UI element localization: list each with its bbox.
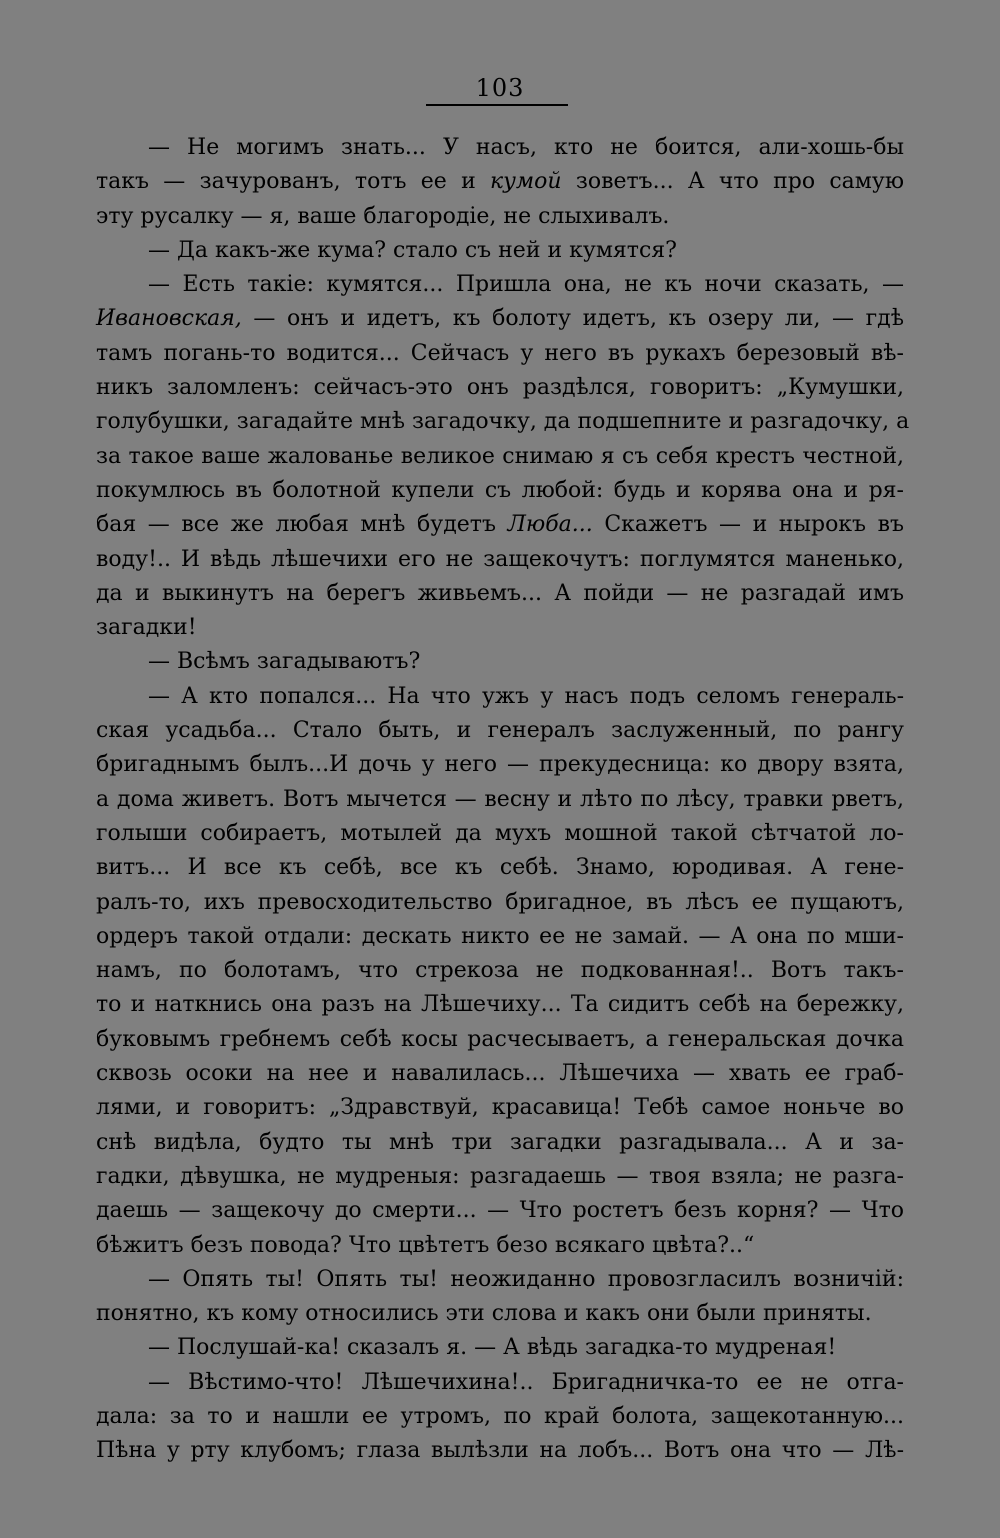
line-text: — А кто попался... На что ужъ у насъ подъ селомъ генераль- <box>148 683 904 709</box>
text-line <box>96 577 904 611</box>
line-text: дала: за то и нашли ее утромъ, по край болота, защекотанную... <box>96 1403 904 1429</box>
line-text: загадки! <box>96 615 197 641</box>
text-line <box>96 1366 904 1400</box>
text-line <box>96 1160 904 1194</box>
text-line <box>96 268 904 302</box>
line-text: воду!.. И вѣдь лѣшечихи его не защекочутъ: поглумятся маненько, <box>96 546 904 572</box>
text-line <box>96 645 904 679</box>
line-text: бая — все же любая мнѣ будетъ <box>96 512 508 538</box>
text-line <box>96 1126 904 1160</box>
text-line <box>96 405 910 439</box>
text-line <box>96 371 904 405</box>
text-line <box>96 988 904 1022</box>
text-line <box>96 474 904 508</box>
line-text: лями, и говоритъ: „Здравствуй, красавица! Тебѣ самое ноньче во <box>96 1095 904 1121</box>
line-emphasis: кумой <box>490 169 562 195</box>
line-text: а дома живетъ. Вотъ мычется — весну и лѣто по лѣсу, травки рветъ, <box>96 786 904 812</box>
line-text: — Не могимъ знать... У насъ, кто не боится, али-хошь-бы <box>148 135 904 160</box>
text-line <box>96 611 904 645</box>
text-line <box>96 886 904 920</box>
text-line <box>96 851 904 885</box>
text-line <box>96 302 904 336</box>
line-text: даешь — защекочу до смерти... — Что ростетъ безъ корня? — Что <box>96 1198 904 1224</box>
header-rule <box>426 104 568 106</box>
line-text: то и наткнись она разъ на Лѣшечиху... Та сидитъ себѣ на бережку, <box>96 992 904 1018</box>
line-text: такъ — зачурованъ, тотъ ее и <box>96 169 491 195</box>
text-line <box>96 954 904 988</box>
text-line <box>96 543 904 577</box>
line-text: понятно, къ кому относились эти слова и какъ они были приняты. <box>96 1301 872 1327</box>
text-line <box>96 1057 904 1091</box>
line-text: бѣжитъ безъ повода? Что цвѣтетъ безо всякаго цвѣта?..“ <box>96 1232 755 1258</box>
line-text: намъ, по болотамъ, что стрекоза не подкованная!.. Вотъ такъ- <box>96 958 904 984</box>
line-text: покумлюсь въ болотной купели съ любой: будь и корява она и ря- <box>96 477 904 503</box>
text-line <box>96 1194 904 1228</box>
line-text: бригаднымъ былъ...И дочь у него — прекудесница: ко двору взята, <box>96 752 904 778</box>
text-line <box>96 1263 904 1297</box>
text-line <box>96 337 904 371</box>
text-line <box>96 748 904 782</box>
text-line <box>96 1297 904 1331</box>
line-text: гадки, дѣвушка, не мудреныя: разгадаешь — твоя взяла; не разга- <box>96 1163 904 1189</box>
line-text: ская усадьба... Стало быть, и генералъ заслуженный, по рангу <box>96 718 904 744</box>
line-text: — Всѣмъ загадываютъ? <box>148 649 421 675</box>
text-line <box>96 1400 904 1434</box>
text-line <box>96 920 904 954</box>
text-line <box>96 1331 904 1365</box>
text-line <box>96 1023 904 1057</box>
line-text: — Да какъ-же кума? стало съ ней и кумятся? <box>148 237 677 263</box>
text-line <box>96 1229 904 1263</box>
text-line <box>96 1434 904 1468</box>
line-text: — Вѣстимо-что! Лѣшечихина!.. Бригадничка-то ее не отга- <box>148 1369 904 1395</box>
line-text: тамъ погань-то водится... Сейчасъ у него въ рукахъ березовый вѣ- <box>96 340 904 366</box>
line-text: — Есть такіе: кумятся... Пришла она, не къ ночи сказать, — <box>148 272 904 298</box>
line-text: ордеръ такой отдали: дескать никто ее не замай. — А она по мши- <box>96 923 904 949</box>
line-text: — Послушай-ка! сказалъ я. — А вѣдь загадка-то мудреная! <box>148 1335 837 1361</box>
line-text: Пѣна у рту клубомъ; глаза вылѣзли на лобъ... Вотъ она что — Лѣ- <box>96 1438 904 1464</box>
line-text-continued: Скажетъ — и нырокъ въ <box>592 512 905 538</box>
text-line <box>96 234 904 268</box>
line-text: буковымъ гребнемъ себѣ косы расчесываетъ, а генеральская дочка <box>96 1026 904 1052</box>
line-text: голубушки, загадайте мнѣ загадочку, да подшепните и разгадочку, а <box>96 409 910 435</box>
line-text: никъ заломленъ: сейчасъ-это онъ раздѣлся, говоритъ: „Кумушки, <box>96 375 904 401</box>
text-line <box>96 200 904 234</box>
line-text: снѣ видѣла, будто ты мнѣ три загадки разгадывала... А и за- <box>96 1129 904 1155</box>
line-text: эту русалку — я, ваше благородіе, не слыхивалъ. <box>96 203 670 229</box>
line-text: за такое ваше жалованье великое снимаю я съ себя крестъ честной, <box>96 443 904 469</box>
text-line <box>96 680 904 714</box>
page-number: 103 <box>475 74 525 102</box>
line-text: — Опять ты! Опять ты! неожиданно провозгласилъ возничій: <box>148 1266 904 1292</box>
text-line <box>96 508 904 542</box>
text-line <box>96 165 904 199</box>
line-text: ралъ-то, ихъ превосходительство бригадное, въ лѣсъ ее пущаютъ, <box>96 889 904 915</box>
line-text: да и выкинутъ на берегъ живьемъ... А пойди — не разгадай имъ <box>96 580 904 606</box>
line-text-continued: — онъ и идетъ, къ болоту идетъ, къ озеру ли, — гдѣ <box>241 306 904 332</box>
line-text: голыши собираетъ, мотылей да мухъ мошной такой сѣтчатой ло- <box>96 820 904 846</box>
text-line <box>96 714 904 748</box>
line-text: витъ... И все къ себѣ, все къ себѣ. Знамо, юродивая. А гене- <box>96 855 904 881</box>
text-line <box>96 817 904 851</box>
page-text <box>96 131 910 1469</box>
line-emphasis: Ивановская, <box>96 306 242 332</box>
line-text-continued: зоветъ... А что про самую <box>561 169 904 195</box>
text-line <box>96 1091 904 1125</box>
line-text: сквозь осоки на нее и навалилась... Лѣшечиха — хвать ее граб- <box>96 1061 904 1087</box>
text-line <box>96 131 904 165</box>
line-emphasis: Люба... <box>507 512 593 538</box>
text-line <box>96 783 904 817</box>
text-line <box>96 440 904 474</box>
